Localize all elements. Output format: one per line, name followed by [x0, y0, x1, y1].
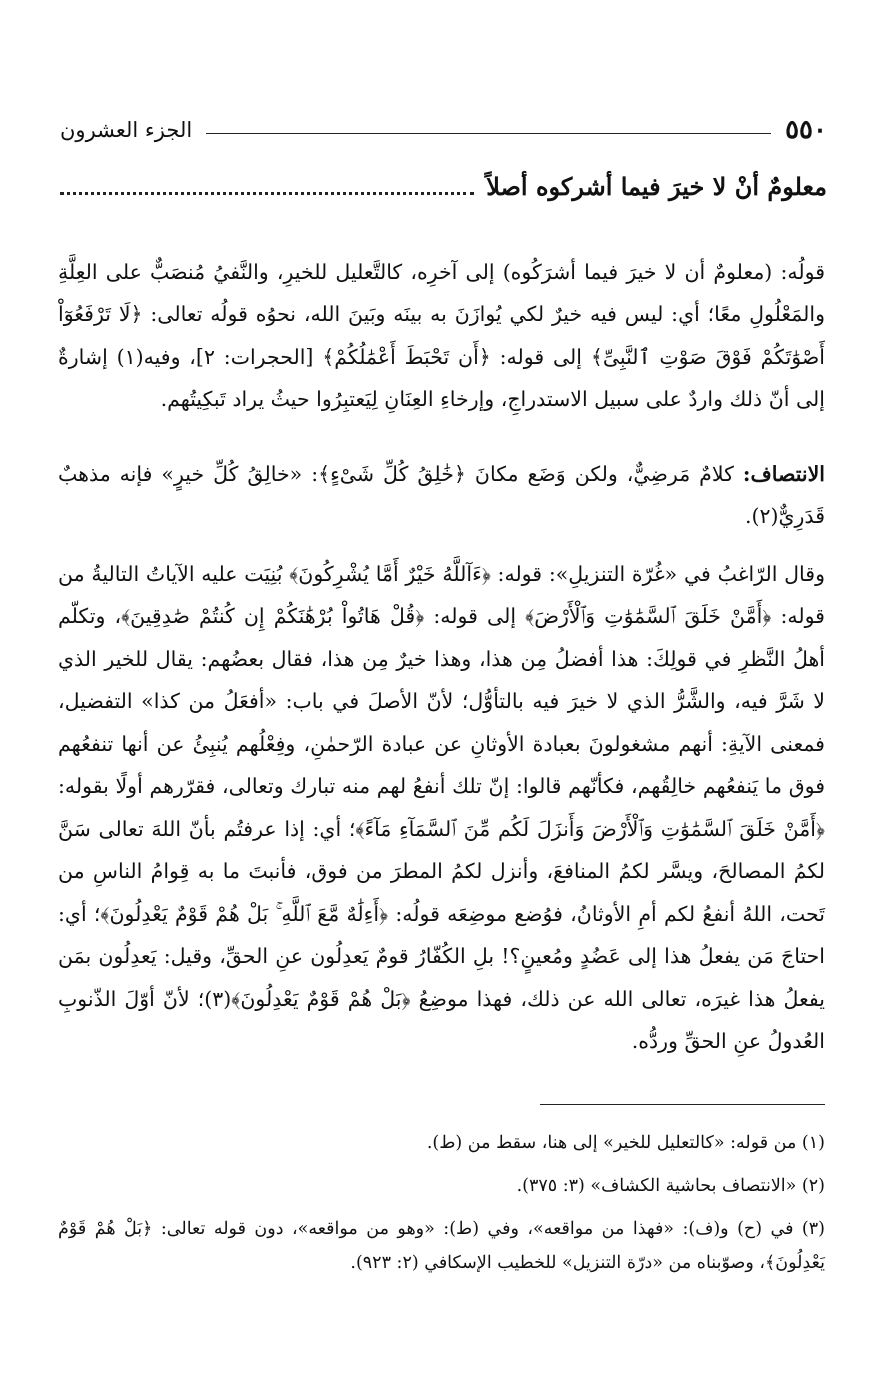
paragraph-lead: الانتصاف: — [742, 461, 825, 486]
footnote-item: (١) من قوله: «كالتعليل للخير» إلى هنا، سقط من (ط). — [426, 1133, 825, 1153]
dotted-leader — [60, 192, 474, 195]
footnote-item: (٣) في (ح) و(ف): «فهذا من مواقعه»، وفي (ط): «وهو من مواقعه»، دون قوله تعالى: ﴿بَلْ هُمْ قَوْمٌ يَعْدِلُونَ﴾، وصوّبناه من «درّة التنزيل» للخطيب الإسكافي (٢: ٩٢٣). — [58, 1219, 825, 1273]
paragraph-text: كلامٌ مَرضِيٌّ، ولكن وَضَع مكانَ ﴿خَٰلِقُ كُلِّ شَىْءٍ﴾: «خالِقُ كُلِّ خيرٍ» فإنه مذهبٌ قَدَرِيٌّ(٢). — [58, 461, 825, 528]
section-heading — [60, 166, 827, 206]
paragraph-raghib — [58, 553, 825, 1063]
paragraph-text: قولُه: (معلومٌ أن لا خيرَ فيما أشرَكُوه) إلى آخرِه، كالتَّعليل للخيرِ، والنَّفيُ مُنصَبٌّ على العِلَّةِ والمَعْلُولِ معًا؛ أي: ليس فيه خيرٌ لكي يُوازَنَ به بينَه وبَينَ الله، نحوُه قولُه تعالى: ﴿لَا تَرْفَعُوٓاْ أَصْوَٰتَكُمْ فَوْقَ صَوْتِ ٱلنَّبِىِّ﴾ إلى قوله: ﴿أَن تَحْبَطَ أَعْمَٰلُكُمْ﴾ [الحجرات: ٢]، وفيه(١) إشارةٌ إلى أنّ ذلك واردٌ على سبيل الاستدراجِ، وإرخاءِ العِنَانِ لِيَعتبِرُوا حيثُ يراد تَبكِيتُهم. — [58, 259, 825, 411]
paragraph-text: وقال الرّاغبُ في «غُرّة التنزيلِ»: قوله: ﴿ءَآللَّهُ خَيْرٌ أَمَّا يُشْرِكُونَ﴾ بُنِيَت عليه الآياتُ التاليةُ من قوله: ﴿أَمَّنْ خَلَقَ ٱلسَّمَٰوَٰتِ وَٱلْأَرْضَ﴾ إلى قوله: ﴿قُلْ هَاتُواْ بُرْهَٰنَكُمْ إِن كُنتُمْ صَٰدِقِينَ﴾، وتكلّم أهلُ النَّظرِ في قولِكَ: هذا أفضلُ مِن هذا، وهذا خيرٌ مِن هذا، فقال بعضُهم: يقال للخير الذي لا شَرَّ فيه، والشَّرُّ الذي لا خيرَ فيه بالتأوُّل؛ لأنّ الأصلَ في باب: «أفعَلُ من كذا» التفضيل، فمعنى الآيةِ: أنهم مشغولونَ بعبادة الأوثانِ عن عبادة الرّحمٰنِ، وفِعْلُهم يُنبِئُ عن أنها تنفعُهم فوق ما يَنفعُهم خالِقُهم، فكأنّهم قالوا: إنّ تلك أنفعُ لهم منه تبارك وتعالى، فقرّرهم أولًا بقوله: ﴿أَمَّنْ خَلَقَ ٱلسَّمَٰوَٰتِ وَٱلْأَرْضَ وَأَنزَلَ لَكُم مِّنَ ٱلسَّمَآءِ مَآءً﴾؛ أي: إذا عرفتُم بأنّ اللهَ تعالى سَنَّ لكمُ المصالحَ، ويسَّر لكمُ المنافعَ، وأنزل لكمُ المطرَ من فوق، فأنبتَ ما به قِوامُ الناسِ من تَحت، اللهُ أنفعُ لكم أمِ الأوثانُ، فوُضع موضِعَه قولُه: ﴿أَءِلَٰهٌ مَّعَ ٱللَّهِ ۚ بَلْ هُمْ قَوْمٌ يَعْدِلُونَ﴾؛ أي: احتاجَ مَن يفعلُ هذا إلى عَضُدٍ ومُعينٍ؟! بلِ الكُفّارُ قومٌ يَعدِلُون عنِ الحقِّ، وقيل: يَعدِلُون بمَن يفعلُ هذا غيرَه، تعالى الله عن ذلك، فهذا موضِعُ ﴿بَلْ هُمْ قَوْمٌ يَعْدِلُونَ﴾(٣)؛ لأنّ أوّلَ الذّنوبِ العُدولُ عنِ الحقِّ وردُّه. — [58, 561, 825, 1053]
page-number: ٥٥٠ — [785, 115, 827, 145]
section-title: معلومٌ أنْ لا خيرَ فيما أشركوه أصلاً — [486, 171, 827, 201]
paragraph-intisaf — [58, 453, 825, 538]
footnote-separator — [540, 1104, 825, 1105]
footnotes — [58, 1126, 825, 1289]
paragraph-commentary — [58, 251, 825, 421]
running-header — [60, 112, 827, 148]
volume-title: الجزء العشرون — [60, 118, 193, 142]
footnote-item: (٢) «الانتصاف بحاشية الكشاف» (٣: ٣٧٥). — [516, 1176, 825, 1196]
header-rule — [206, 133, 771, 134]
